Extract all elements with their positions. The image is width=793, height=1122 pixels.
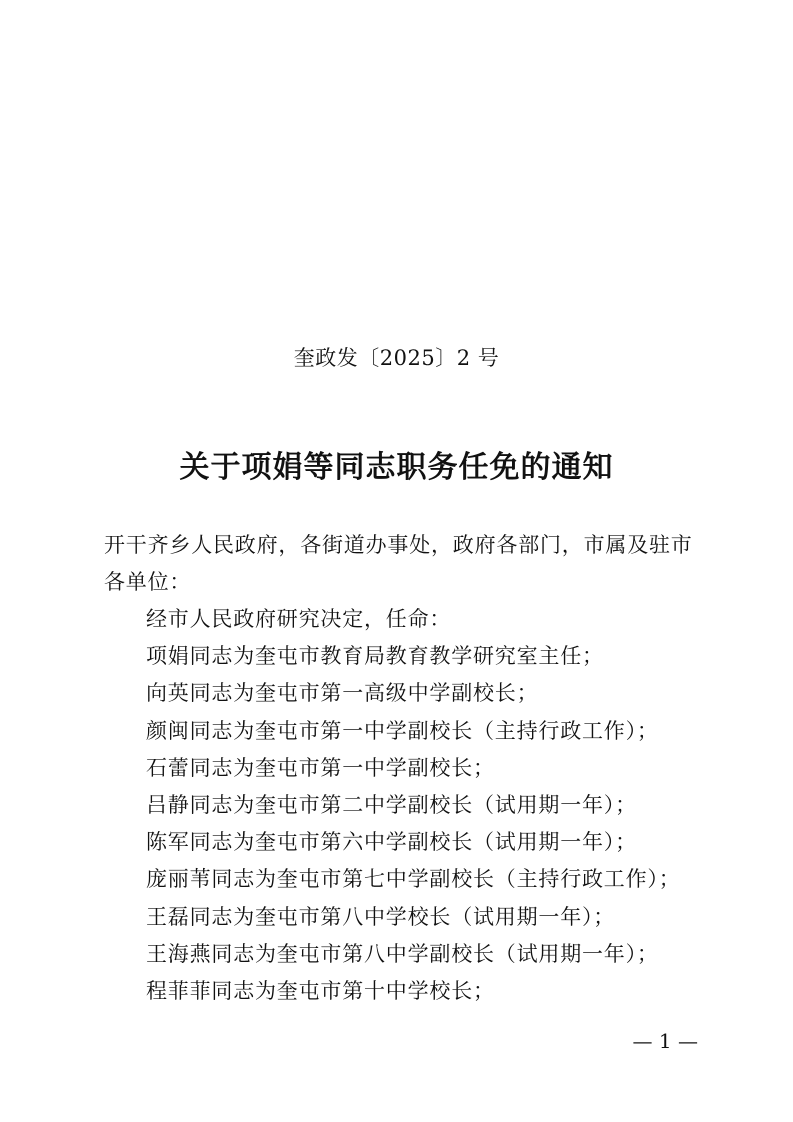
- body-line: 程菲菲同志为奎屯市第十中学校长；: [146, 979, 495, 1004]
- body-line: 向英同志为奎屯市第一高级中学副校长；: [146, 681, 539, 706]
- body-line: 王磊同志为奎屯市第八中学校长（试用期一年）；: [146, 904, 616, 929]
- recipients-line: 开干齐乡人民政府，各街道办事处，政府各部门，市属及驻市各单位：: [104, 533, 693, 594]
- body-line: 陈军同志为奎屯市第六中学副校长（试用期一年）；: [146, 830, 637, 855]
- body-text: [146, 601, 706, 1010]
- document-number: 奎政发〔2025〕2 号: [293, 346, 500, 370]
- body-line: 经市人民政府研究决定，任命：: [146, 607, 452, 631]
- body-line: 吕静同志为奎屯市第二中学副校长（试用期一年）；: [146, 793, 637, 818]
- body-line: 颜闽同志为奎屯市第一中学副校长（主持行政工作）；: [146, 718, 659, 743]
- body-line: 庞丽苇同志为奎屯市第七中学副校长（主持行政工作）；: [146, 867, 681, 892]
- body-line: 王海燕同志为奎屯市第八中学副校长（试用期一年）；: [146, 941, 659, 966]
- body-line: 石蕾同志为奎屯市第一中学副校长；: [146, 755, 495, 780]
- page-number: — 1 —: [632, 1029, 698, 1053]
- body-line: 项娟同志为奎屯市教育局教育教学研究室主任；: [146, 644, 604, 669]
- document-title: 关于项娟等同志职务任免的通知: [179, 450, 614, 485]
